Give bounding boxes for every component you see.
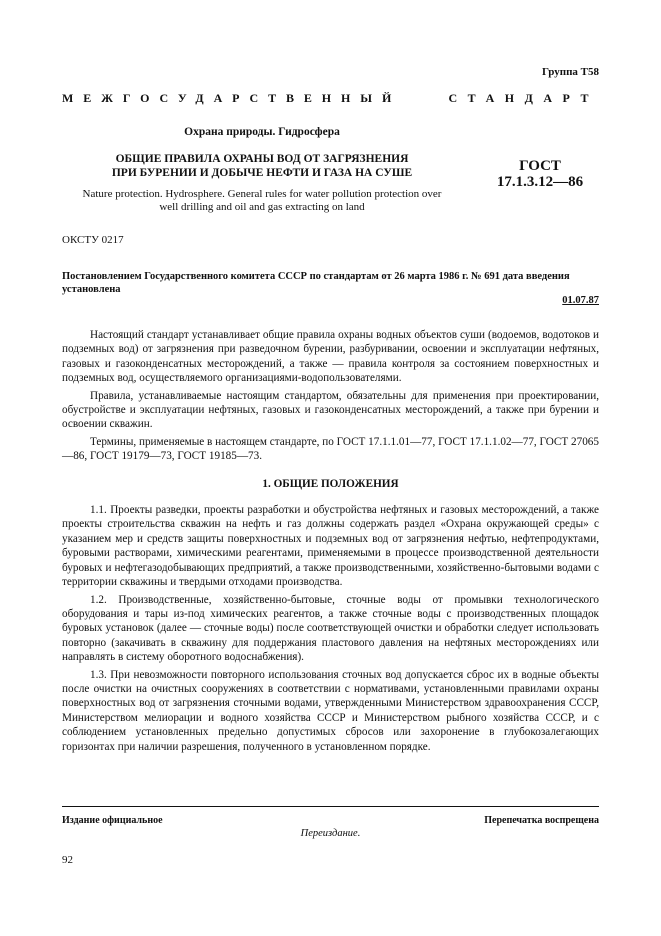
section-title: 1. ОБЩИЕ ПОЛОЖЕНИЯ [262, 477, 399, 490]
intro-paragraph: Термины, применяемые в настоящем стандарте, по ГОСТ 17.1.1.01—77, ГОСТ 17.1.1.02—77, ГОСТ 27065—86, ГОСТ 19179—73, ГОСТ 19185—73. [62, 435, 599, 463]
english-title-line-1: Nature protection. Hydrosphere. General rules for water pollution protection over [82, 188, 442, 200]
main-title-line-1: ОБЩИЕ ПРАВИЛА ОХРАНЫ ВОД ОТ ЗАГРЯЗНЕНИЯ [115, 153, 409, 165]
okstu-code: ОКСТУ 0217 [62, 234, 124, 246]
introduction-date: 01.07.87 [562, 295, 599, 306]
page-number: 92 [62, 854, 73, 866]
reissue-note: Переиздание. [300, 828, 361, 839]
footer-divider [62, 806, 599, 807]
group-label: Группа Т58 [541, 66, 599, 78]
main-title [62, 152, 462, 180]
document-body [62, 328, 599, 757]
decree-text: Постановлением Государственного комитета СССР по стандартам от 26 марта 1986 г. № 691 дата введения установлена [62, 271, 570, 295]
standard-type-heading [62, 91, 599, 106]
footer-reprint-notice: Перепечатка воспрещена [484, 815, 599, 826]
interstate-word: МЕЖГОСУДАРСТВЕННЫЙ [62, 91, 402, 105]
section-paragraph: 1.2. Производственные, хозяйственно-бытовые, сточные воды от промывки технологического оборудования и тары из-под химических реагентов, а также сточные воды с производственных площадок буровых установок (далее — сточные воды) после соответствующей очистки и обработки следует использовать повторно (закачивать в скважину для поддержания пластового давления на нефтяных месторождениях или направлять в систему оборотного водоснабжения). [62, 593, 599, 664]
gost-number: 17.1.3.12—86 [496, 174, 584, 190]
title-block [62, 126, 462, 214]
english-title [62, 188, 462, 214]
gost-label: ГОСТ [519, 158, 561, 174]
standard-word: СТАНДАРТ [448, 91, 599, 105]
gost-designation [485, 158, 595, 190]
section-paragraph: 1.1. Проекты разведки, проекты разработки и обустройства нефтяных и газовых месторождений, а также проекты строительства скважин на нефть и газ должны содержать раздел «Охрана окружающей среды» с указанием мер и средств защиты поверхностных и подземных вод от загрязнения нефтью, нефтепродуктами, буровыми растворами, химическими реагентами, применяемыми в процессе производственной деятельности буровых и нефтегазодобывающих предприятий, а также производственными, хозяйственно-бытовыми водами с территории скважины и твердыми отходами производства. [62, 504, 599, 589]
intro-paragraph: Правила, устанавливаемые настоящим стандартом, обязательны для применения при проектировании, обустройстве и эксплуатации нефтяных, газовых и газоконденсатных месторождений, а также при бурении и освоении скважин. [62, 389, 599, 431]
main-title-line-2: ПРИ БУРЕНИИ И ДОБЫЧЕ НЕФТИ И ГАЗА НА СУШЕ [111, 167, 413, 179]
footer-official-edition: Издание официальное [62, 815, 163, 826]
intro-paragraph: Настоящий стандарт устанавливает общие правила охраны водных объектов суши (водоемов, водотоков и подземных вод) от загрязнения при разведочном бурении, разбуривании, освоении и эксплуатации нефтяных, газовых и газоконденсатных месторождений, а также — правила контроля за состоянием поверхностных и подземных вод, осуществляемого организациями-водопользователями. [62, 329, 599, 385]
subtitle: Охрана природы. Гидросфера [184, 126, 340, 138]
english-title-line-2: well drilling and oil and gas extracting on land [159, 201, 365, 213]
section-paragraph: 1.3. При невозможности повторного использования сточных вод допускается сброс их в водные объекты после очистки на очистных сооружениях в соответствии с нормативами, установленными правилами охраны поверхностных вод от загрязнения сточными водами, утвержденными Министерством здравоохранения СССР, Министерством мелиорации и водного хозяйства СССР и Министерством рыбного хозяйства СССР, и с соблюдением установленных предельно допустимых сбросов или захоронение в глубокозалегающих горизонтах при наличии разрешения, полученного в установленном порядке. [62, 668, 599, 753]
